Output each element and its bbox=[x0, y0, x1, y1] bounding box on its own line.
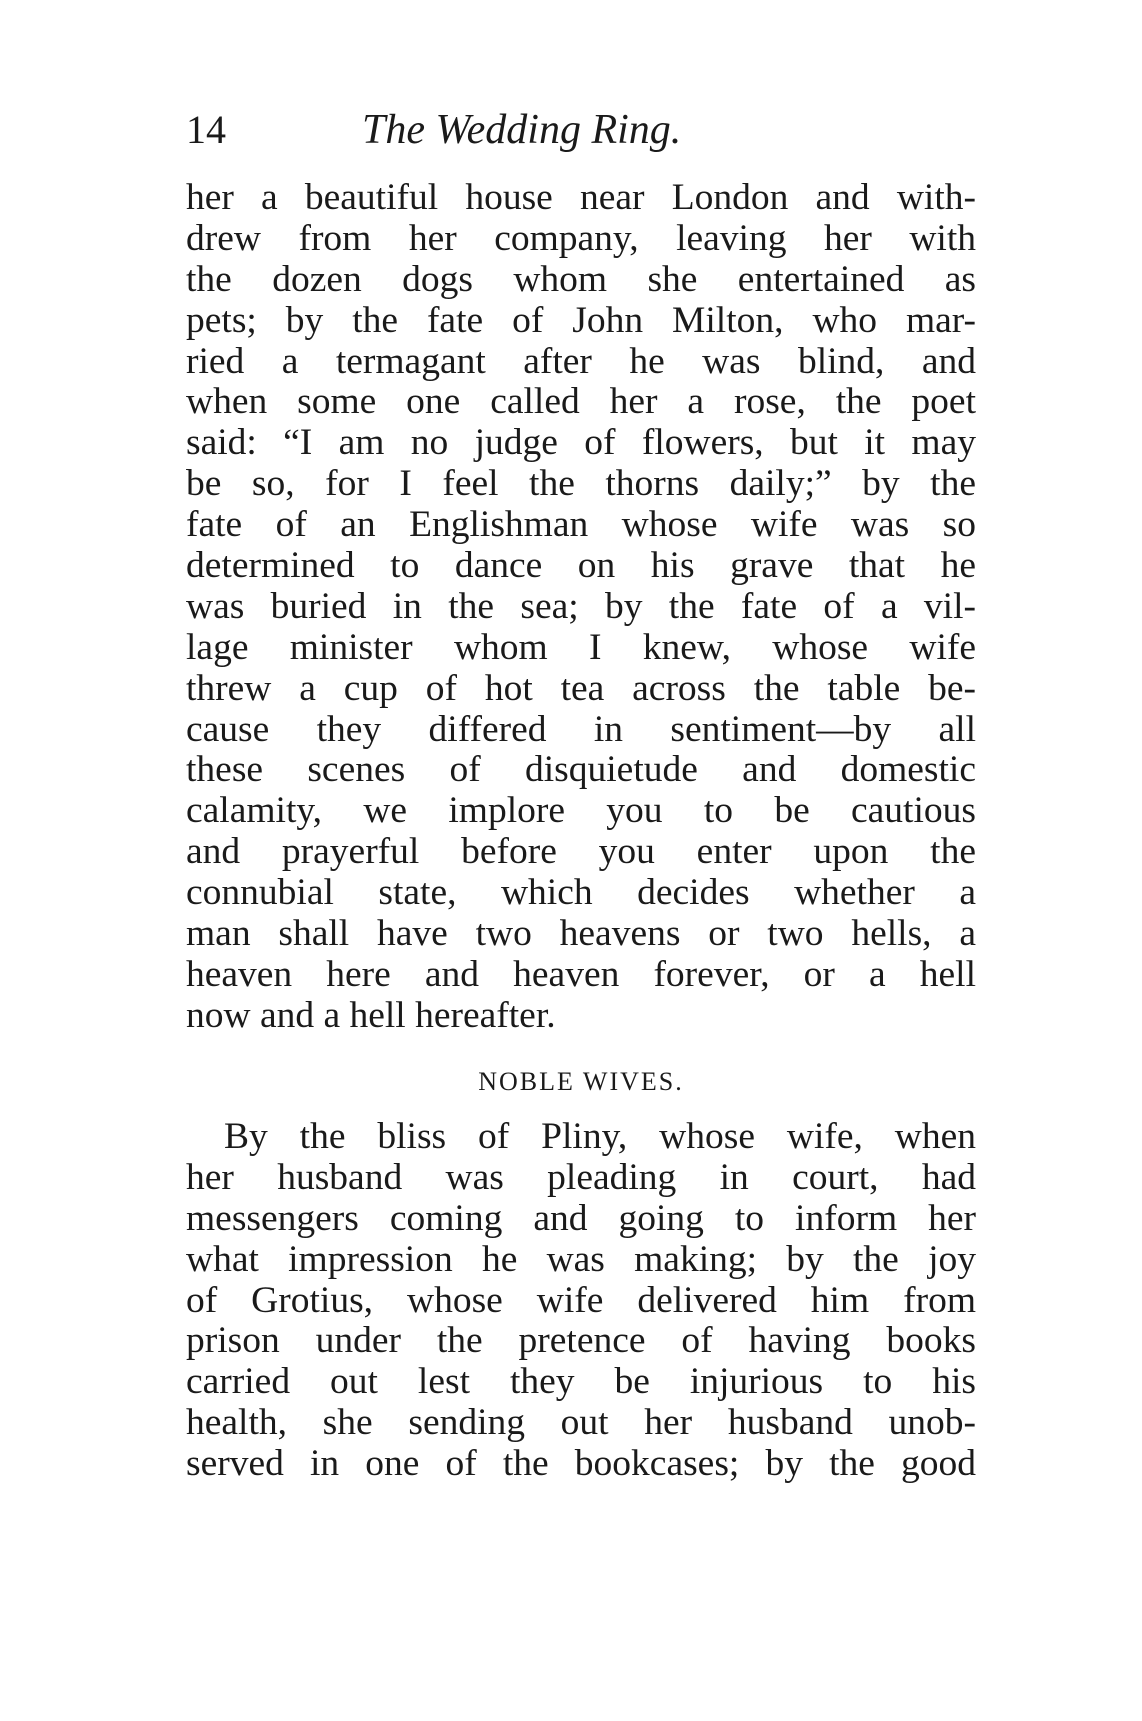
text-line: man shall have two heavens or two hells, a bbox=[186, 914, 976, 955]
text-line: determined to dance on his grave that he bbox=[186, 546, 976, 587]
paragraph-continued bbox=[186, 178, 976, 1037]
section-heading: NOBLE WIVES. bbox=[478, 1067, 684, 1096]
text-line: what impression he was making; by the joy bbox=[186, 1239, 976, 1280]
text-line: these scenes of disquietude and domestic bbox=[186, 750, 976, 791]
page-number: 14 bbox=[186, 107, 226, 152]
text-line: fate of an Englishman whose wife was so bbox=[186, 505, 976, 546]
text-line: of Grotius, whose wife delivered him from bbox=[186, 1280, 976, 1321]
running-head bbox=[186, 102, 976, 162]
text-line: drew from her company, leaving her with bbox=[186, 218, 976, 259]
text-line: be so, for I feel the thorns daily;” by the bbox=[186, 464, 976, 505]
text-line: carried out lest they be injurious to his bbox=[186, 1362, 976, 1403]
text-line: now and a hell hereafter. bbox=[186, 995, 556, 1036]
running-title: The Wedding Ring. bbox=[362, 107, 682, 153]
text-line: her a beautiful house near London and with- bbox=[186, 178, 976, 218]
text-line: health, she sending out her husband unob- bbox=[186, 1403, 976, 1444]
text-line: heaven here and heaven forever, or a hell bbox=[186, 954, 976, 995]
text-line: cause they differed in sentiment—by all bbox=[186, 709, 976, 750]
text-line: when some one called her a rose, the poet bbox=[186, 382, 976, 423]
text-line: the dozen dogs whom she entertained as bbox=[186, 259, 976, 300]
text-line: lage minister whom I knew, whose wife bbox=[186, 627, 976, 668]
text-line: her husband was pleading in court, had bbox=[186, 1157, 976, 1198]
text-line: connubial state, which decides whether a bbox=[186, 873, 976, 914]
text-line: and prayerful before you enter upon the bbox=[186, 832, 976, 873]
text-line: messengers coming and going to inform her bbox=[186, 1198, 976, 1239]
text-line: prison under the pretence of having books bbox=[186, 1321, 976, 1362]
text-line: said: “I am no judge of flowers, but it may bbox=[186, 423, 976, 464]
text-line: pets; by the fate of John Milton, who mar- bbox=[186, 300, 976, 341]
text-line: served in one of the bookcases; by the good bbox=[186, 1444, 976, 1485]
text-line: threw a cup of hot tea across the table be- bbox=[186, 668, 976, 709]
text-line: was buried in the sea; by the fate of a vil- bbox=[186, 586, 976, 627]
text-line: By the bliss of Pliny, whose wife, when bbox=[224, 1117, 976, 1157]
paragraph-noble-wives bbox=[186, 1117, 976, 1485]
text-line: calamity, we implore you to be cautious bbox=[186, 791, 976, 832]
text-line: ried a termagant after he was blind, and bbox=[186, 341, 976, 382]
